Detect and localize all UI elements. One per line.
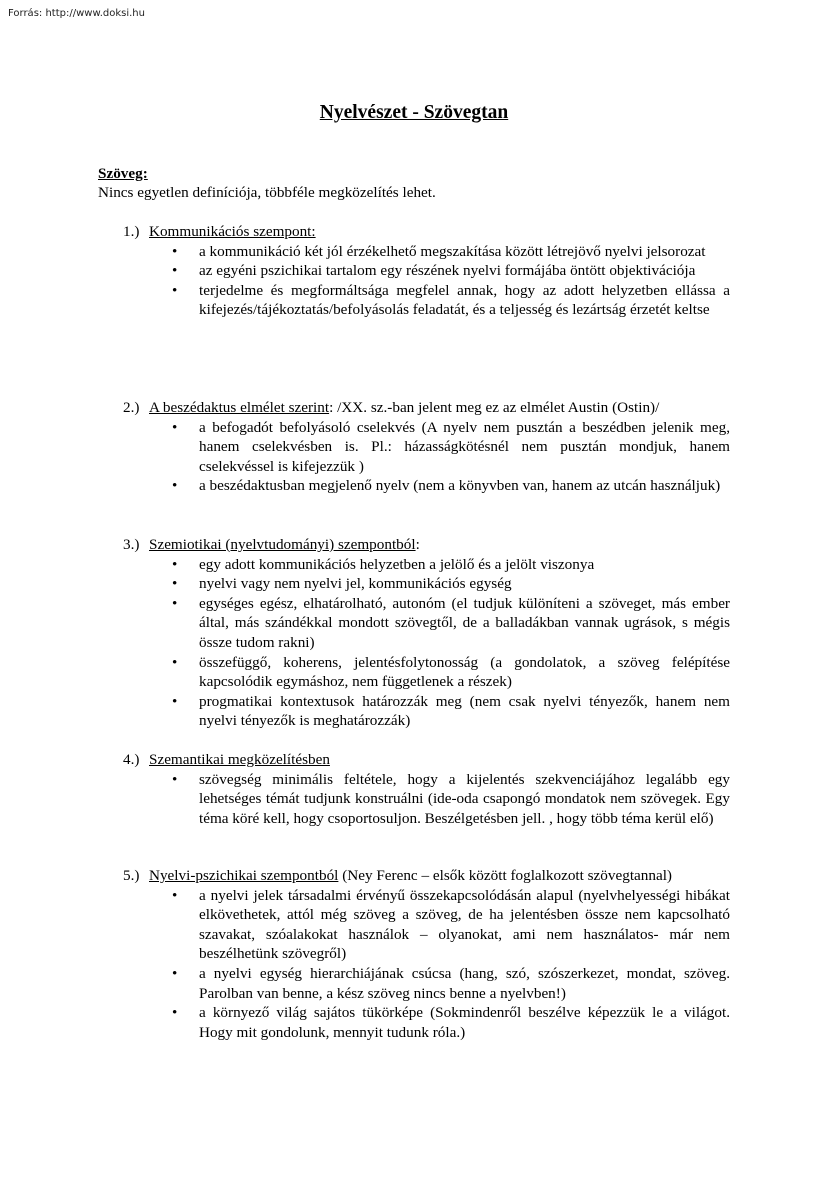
item-heading: 5.) Nyelvi-pszichikai szempontból (Ney Ferenc – elsők között foglalkozott szövegtannal) xyxy=(123,867,672,884)
item-heading-title: A beszédaktus elmélet szerint xyxy=(149,399,330,416)
page-title: Nyelvészet - Szövegtan xyxy=(319,102,509,123)
list-item: • a nyelvi jelek társadalmi érvényű összekapcsolódásán alapul (nyelvhelyességi hibákat elkövethetek, attól még szöveg a szöveg, de ha jelentésben össze nem kapcsolható szavakat, szóalakokat használok – olyanokat, ami nem használatos- már nem beszélhetünk szövegről) xyxy=(172,886,730,963)
bullet-icon: • xyxy=(172,242,178,260)
section-item-4 xyxy=(123,750,730,828)
section-label: Szöveg: xyxy=(98,165,148,182)
intro-text: Nincs egyetlen definíciója, többféle megközelítés lehet. xyxy=(98,184,436,201)
item-heading-title: Szemantikai megközelítésben xyxy=(149,751,330,768)
item-heading-title: Szemiotikai (nyelvtudományi) szempontból xyxy=(149,536,416,553)
list-item: • terjedelme és megformáltsága megfelel annak, hogy az adott helyzetben ellássa a kifejezés/tájékoztatás/befolyásolás feladatát, és a teljesség és lezártság érzetét keltse xyxy=(172,281,730,319)
bullet-icon: • xyxy=(172,477,178,495)
section-item-2 xyxy=(123,398,730,496)
item-heading: 3.) Szemiotikai (nyelvtudományi) szempontból: xyxy=(123,536,420,553)
section-item-3 xyxy=(123,535,730,731)
bullet-icon: • xyxy=(172,692,178,710)
list-item: • a nyelvi egység hierarchiájának csúcsa (hang, szó, szószerkezet, mondat, szöveg. Parolban van benne, a kész szöveg nincs benne a nyelvben!) xyxy=(172,964,730,1002)
item-heading: 2.) A beszédaktus elmélet szerint: /XX. sz.-ban jelent meg ez az elmélet Austin (Ostin)/ xyxy=(123,399,660,416)
bullet-icon: • xyxy=(172,418,178,436)
list-item: • a befogadót befolyásoló cselekvés (A nyelv nem pusztán a beszédben jelenik meg, hanem cselekvésben is. Pl.: házasságkötésnél nem pusztán mondjuk, hanem cselekvéssel is kifejezzük ) xyxy=(172,418,730,475)
source-note: Forrás: http://www.doksi.hu xyxy=(8,8,145,19)
bullet-icon: • xyxy=(172,555,178,573)
bullet-icon: • xyxy=(172,653,178,671)
bullet-list xyxy=(123,770,730,829)
list-item: • nyelvi vagy nem nyelvi jel, kommunikációs egység xyxy=(172,575,512,593)
list-item: • az egyéni pszichikai tartalom egy részének nyelvi formájába öntött objektivációja xyxy=(172,262,696,280)
bullet-icon: • xyxy=(172,964,178,982)
list-item: • a beszédaktusban megjelenő nyelv (nem a könyvben van, hanem az utcán használjuk) xyxy=(172,477,721,495)
item-heading: 1.) Kommunikációs szempont: xyxy=(123,223,316,240)
list-item: • egy adott kommunikációs helyzetben a jelölő és a jelölt viszonya xyxy=(172,555,595,573)
bullet-icon: • xyxy=(172,262,178,280)
list-item: • progmatikai kontextusok határozzák meg (nem csak nyelvi tényezők, hanem nem nyelvi tényezők is meghatározzák) xyxy=(172,692,730,730)
list-item: • összefüggő, koherens, jelentésfolytonosság (a gondolatok, a szöveg felépítése kapcsolódik egymáshoz, nem függetlenek a részek) xyxy=(172,653,730,691)
item-heading: 4.) Szemantikai megközelítésben xyxy=(123,751,330,768)
bullet-icon: • xyxy=(172,281,178,299)
bullet-icon: • xyxy=(172,1004,178,1022)
bullet-list xyxy=(123,886,730,1043)
list-item: • egységes egész, elhatárolható, autonóm (el tudjuk különíteni a szöveget, más ember által, más szándékkal mondott szövegtől, de a balladákban vannak ugrások, s mégis össze tudom rakni) xyxy=(172,594,730,651)
item-heading-title: Kommunikációs szempont: xyxy=(149,223,316,240)
bullet-icon: • xyxy=(172,886,178,904)
list-item: • a kommunikáció két jól érzékelhető megszakítása között létrejövő nyelvi jelsorozat xyxy=(172,242,706,260)
list-item: • a környező világ sajátos tükörképe (Sokmindenről beszélve képezzük le a világot. Hogy mit gondolunk, mennyit tudunk róla.) xyxy=(172,1004,730,1041)
list-item: • szövegség minimális feltétele, hogy a kijelentés szekvenciájához legalább egy lehetséges témát tudjunk konstruálni (ide-oda csapongó mondatok nem szövegek. Egy téma köré kell, hogy csoportosuljon. Beszélgetésben jell. , hogy több téma kerül elő) xyxy=(172,770,730,827)
bullet-list xyxy=(123,418,730,496)
bullet-list xyxy=(123,555,730,731)
section-item-5 xyxy=(123,866,730,1042)
bullet-list xyxy=(123,242,730,320)
item-heading-title: Nyelvi-pszichikai szempontból xyxy=(149,867,339,884)
bullet-icon: • xyxy=(172,594,178,612)
bullet-icon: • xyxy=(172,770,178,788)
bullet-icon: • xyxy=(172,575,178,593)
section-item-1 xyxy=(123,222,730,320)
